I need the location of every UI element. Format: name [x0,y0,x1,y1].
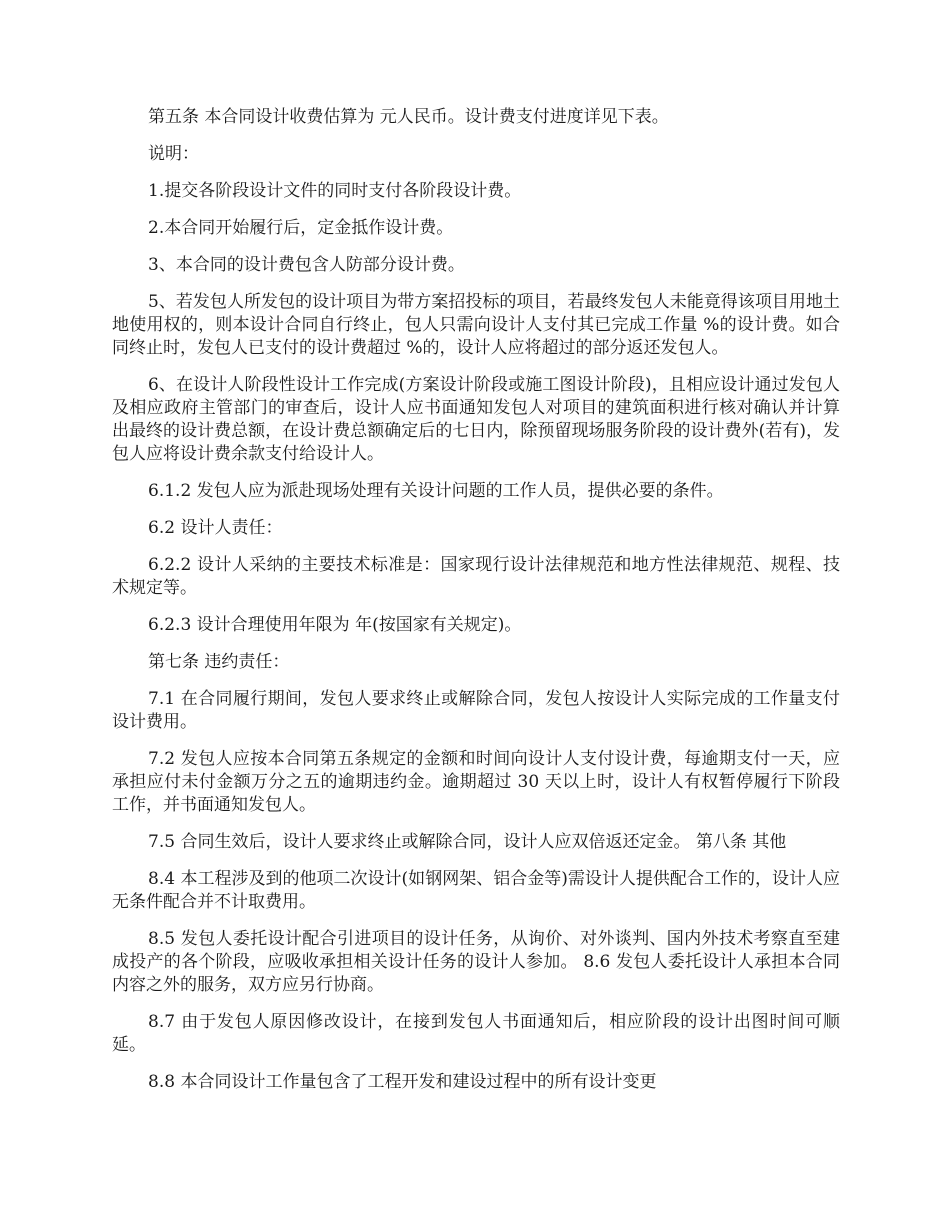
paragraph-7-2: 7.2 发包人应按本合同第五条规定的金额和时间向设计人支付设计费，每逾期支付一天，应承担应付未付金额万分之五的逾期违约金。逾期超过 30 天以上时，设计人有权暂停履行下阶段工作，并书面通知发包人。 [112,749,840,815]
paragraph-6-2-3: 6.2.3 设计合理使用年限为 年(按国家有关规定)。 [148,615,522,635]
paragraph-note-6: 6、在设计人阶段性设计工作完成(方案设计阶段或施工图设计阶段)，且相应设计通过发包人及相应政府主管部门的审查后，设计人应书面通知发包人对项目的建筑面积进行核对确认并计算出最终的设计费总额，在设计费总额确定后的七日内，除预留现场服务阶段的设计费外(若有)，发包人应将设计费余款支付给设计人。 [112,375,840,464]
document-body [112,106,840,1108]
paragraph-8-5: 8.5 发包人委托设计配合引进项目的设计任务，从询价、对外谈判、国内外技术考察直至建成投产的各个阶段，应吸收承担相关设计任务的设计人参加。 8.6 发包人委托设计人承担本合同内容之外的服务，双方应另行协商。 [112,929,840,995]
paragraph-notes-heading: 说明： [148,144,199,164]
paragraph-article-7: 第七条 违约责任： [148,652,290,672]
paragraph-7-5: 7.5 合同生效后，设计人要求终止或解除合同，设计人应双倍返还定金。 第八条 其他 [148,832,787,852]
paragraph-6-2: 6.2 设计人责任： [148,518,283,538]
paragraph-note-3: 3、本合同的设计费包含人防部分设计费。 [148,255,465,275]
paragraph-7-1: 7.1 在合同履行期间，发包人要求终止或解除合同，发包人按设计人实际完成的工作量支付设计费用。 [112,689,840,732]
paragraph-8-4: 8.4 本工程涉及到的他项二次设计(如钢网架、铝合金等)需设计人提供配合工作的，设计人应无条件配合并不计取费用。 [112,869,840,912]
paragraph-8-7: 8.7 由于发包人原因修改设计，在接到发包人书面通知后，相应阶段的设计出图时间可顺延。 [112,1012,840,1055]
paragraph-note-1: 1.提交各阶段设计文件的同时支付各阶段设计费。 [148,181,522,201]
paragraph-6-1-2: 6.1.2 发包人应为派赴现场处理有关设计问题的工作人员，提供必要的条件。 [148,481,724,501]
paragraph-8-8: 8.8 本合同设计工作量包含了工程开发和建设过程中的所有设计变更 [148,1072,657,1092]
paragraph-6-2-2: 6.2.2 设计人采纳的主要技术标准是：国家现行设计法律规范和地方性法律规范、规程、技术规定等。 [112,555,840,598]
paragraph-article-5: 第五条 本合同设计收费估算为 元人民币。设计费支付进度详见下表。 [148,107,669,127]
paragraph-note-5: 5、若发包人所发包的设计项目为带方案招投标的项目，若最终发包人未能竟得该项目用地土地使用权的，则本设计合同自行终止，包人只需向设计人支付其已完成工作量 %的设计费。如合同终止时，发包人已支付的设计费超过 %的，设计人应将超过的部分返还发包人。 [112,292,840,358]
paragraph-note-2: 2.本合同开始履行后，定金抵作设计费。 [148,218,454,238]
